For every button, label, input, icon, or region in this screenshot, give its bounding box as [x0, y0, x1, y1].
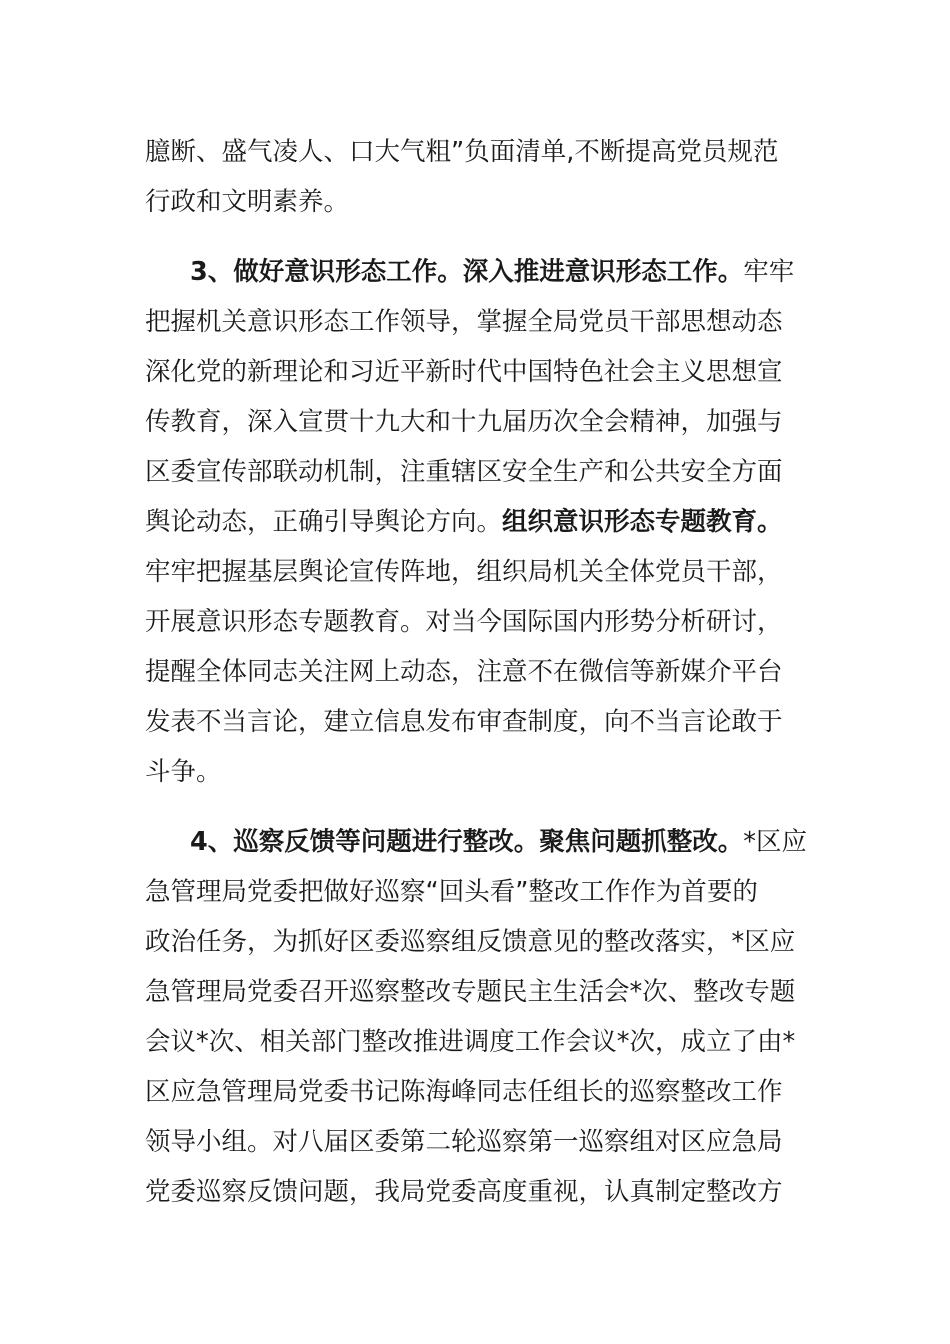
paragraph-line: 提醒全体同志关注网上动态，注意不在微信等新媒介平台: [145, 657, 783, 687]
paragraph-line: 发表不当言论，建立信息发布审查制度，向不当言论敢于: [145, 707, 783, 737]
paragraph-text: 舆论动态，正确引导舆论方向。: [145, 507, 503, 537]
paragraph-text: 牢牢: [743, 257, 795, 287]
section-heading-4: 4、巡察反馈等问题进行整改。聚焦问题抓整改。: [190, 827, 744, 857]
document-page: [145, 127, 810, 1217]
paragraph-line: 党委巡察反馈问题，我局党委高度重视，认真制定整改方: [145, 1177, 783, 1207]
paragraph-text: *区应: [743, 827, 808, 857]
paragraph-line: 斗争。: [145, 757, 222, 787]
paragraph-1: [145, 127, 810, 227]
paragraph-line: 牢牢把握基层舆论宣传阵地，组织局机关全体党员干部，: [145, 557, 783, 587]
paragraph-line: 急管理局党委把做好巡察“回头看”整改工作作为首要的: [145, 877, 758, 907]
paragraph-line: [145, 817, 810, 867]
paragraph-line: [145, 497, 810, 547]
paragraph-line: 会议*次、相关部门整改推进调度工作会议*次，成立了由*: [145, 1027, 796, 1057]
paragraph-line: [145, 247, 810, 297]
paragraph-line: 深化党的新理论和习近平新时代中国特色社会主义思想宣: [145, 357, 783, 387]
paragraph-line: 急管理局党委召开巡察整改专题民主生活会*次、整改专题: [145, 977, 796, 1007]
paragraph-line: 传教育，深入宣贯十九大和十九届历次全会精神，加强与: [145, 407, 783, 437]
paragraph-line: 臆断、盛气凌人、口大气粗”负面清单,不断提高党员规范: [145, 137, 779, 167]
subheading-education: 组织意识形态专题教育。: [502, 507, 783, 537]
paragraph-line: 把握机关意识形态工作领导，掌握全局党员干部思想动态: [145, 307, 783, 337]
paragraph-2: [145, 247, 810, 797]
paragraph-line: 区委宣传部联动机制，注重辖区安全生产和公共安全方面: [145, 457, 783, 487]
paragraph-3: [145, 817, 810, 1217]
paragraph-line: 区应急管理局党委书记陈海峰同志任组长的巡察整改工作: [145, 1077, 783, 1107]
paragraph-line: 行政和文明素养。: [145, 187, 350, 217]
section-heading-3: 3、做好意识形态工作。深入推进意识形态工作。: [190, 257, 744, 287]
paragraph-line: 领导小组。对八届区委第二轮巡察第一巡察组对区应急局: [145, 1127, 783, 1157]
paragraph-line: 政治任务，为抓好区委巡察组反馈意见的整改落实，*区应: [145, 927, 796, 957]
paragraph-line: 开展意识形态专题教育。对当今国际国内形势分析研讨，: [145, 607, 783, 637]
